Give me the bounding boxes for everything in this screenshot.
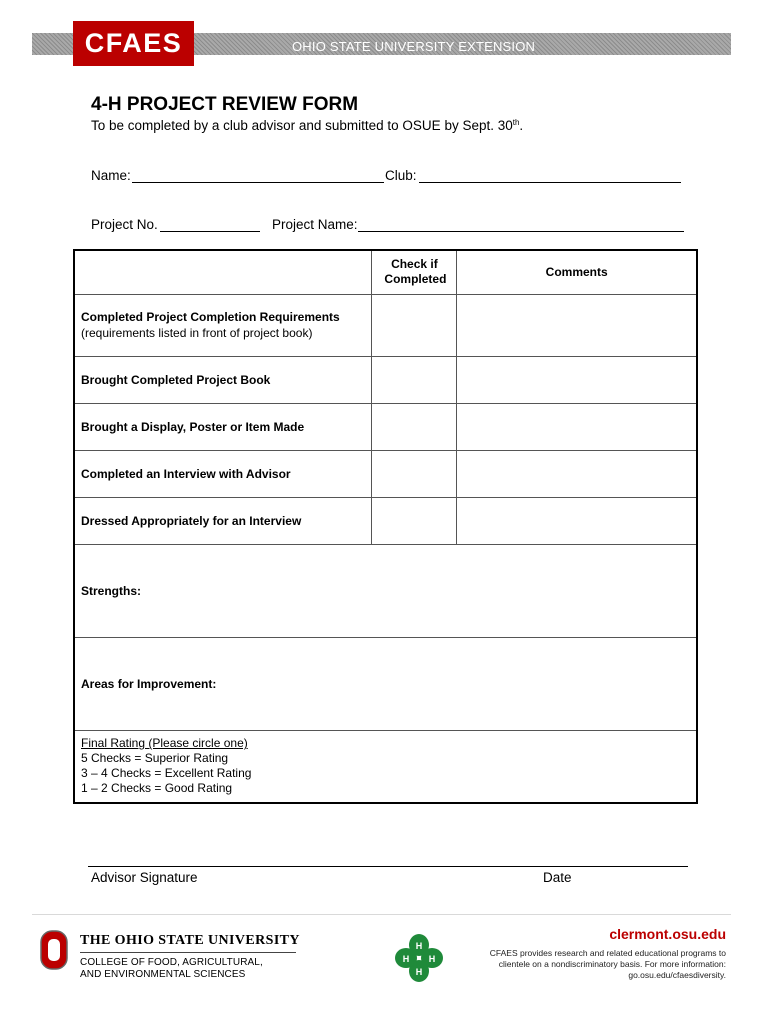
requirement-label: Brought a Display, Poster or Item Made [74, 403, 372, 450]
check-cell[interactable] [372, 497, 457, 544]
date-label: Date [543, 870, 572, 885]
strengths-field[interactable] [74, 544, 697, 637]
rating-option-excellent[interactable]: 3 – 4 Checks = Excellent Rating [81, 766, 252, 781]
clover-letter: H [415, 941, 423, 951]
check-cell[interactable] [372, 294, 457, 356]
4h-clover-icon [394, 933, 444, 983]
banner-text: OHIO STATE UNIVERSITY EXTENSION [292, 39, 536, 54]
requirement-cell [74, 294, 372, 356]
college-line-1: COLLEGE OF FOOD, AGRICULTURAL, [80, 957, 263, 968]
comment-cell[interactable] [457, 356, 697, 403]
rating-title: Final Rating (Please circle one) [81, 736, 248, 751]
college-name [80, 957, 263, 981]
subtitle-period: . [519, 118, 524, 133]
improvement-row [74, 637, 697, 730]
signature-line[interactable] [88, 866, 688, 867]
project-name-field[interactable] [358, 231, 684, 232]
table-row [74, 403, 697, 450]
subtitle-superscript: th [512, 118, 520, 127]
name-label: Name: [91, 168, 131, 183]
table-row [74, 450, 697, 497]
website-link[interactable]: clermont.osu.edu [609, 926, 726, 942]
clover-letter: H [402, 954, 410, 964]
project-name-label: Project Name: [272, 217, 358, 232]
check-cell[interactable] [372, 403, 457, 450]
check-header [372, 250, 457, 294]
osu-block-o-logo [40, 930, 68, 970]
requirement-note: (requirements listed in front of project book) [81, 326, 313, 340]
blank-header-cell [74, 250, 372, 294]
check-cell[interactable] [372, 450, 457, 497]
strengths-label: Strengths: [81, 583, 141, 598]
clover-letter: H [415, 967, 423, 977]
improvement-label: Areas for Improvement: [81, 676, 217, 691]
comments-header: Comments [457, 250, 697, 294]
check-header-text: Check if Completed [384, 257, 447, 287]
table-header-row [74, 250, 697, 294]
requirement-label: Completed an Interview with Advisor [74, 450, 372, 497]
project-no-label: Project No. [91, 217, 158, 232]
page-title: 4-H PROJECT REVIEW FORM [91, 94, 359, 115]
college-line-2: AND ENVIRONMENTAL SCIENCES [80, 969, 246, 980]
club-label: Club: [385, 168, 417, 183]
improvement-field[interactable] [74, 637, 697, 730]
club-field[interactable] [419, 182, 681, 183]
final-rating-cell [74, 730, 697, 803]
rating-option-good[interactable]: 1 – 2 Checks = Good Rating [81, 781, 233, 796]
review-table [73, 249, 698, 804]
advisor-signature-label: Advisor Signature [91, 870, 198, 885]
requirement-label: Completed Project Completion Requirements [81, 310, 340, 324]
university-name: THE OHIO STATE UNIVERSITY [80, 933, 300, 948]
logo-text: CFAES [84, 28, 183, 58]
requirement-label: Dressed Appropriately for an Interview [74, 497, 372, 544]
requirement-label: Brought Completed Project Book [74, 356, 372, 403]
diversity-disclaimer: CFAES provides research and related educational programs to clientele on a nondiscriminatory basis. For more information: go.osu.edu/cfaesdiversity. [489, 948, 726, 980]
comment-cell[interactable] [457, 450, 697, 497]
rating-option-superior[interactable]: 5 Checks = Superior Rating [81, 751, 229, 766]
project-no-field[interactable] [160, 231, 260, 232]
cfaes-logo [73, 21, 194, 66]
strengths-row [74, 544, 697, 637]
table-row [74, 356, 697, 403]
check-cell[interactable] [372, 356, 457, 403]
subtitle-text: To be completed by a club advisor and submitted to OSUE by Sept. 30 [91, 118, 513, 133]
comment-cell[interactable] [457, 403, 697, 450]
university-rule [80, 952, 296, 953]
comment-cell[interactable] [457, 294, 697, 356]
clover-letter: H [428, 954, 436, 964]
table-row [74, 497, 697, 544]
table-row [74, 294, 697, 356]
name-field[interactable] [132, 182, 384, 183]
page-subtitle [91, 118, 523, 133]
comment-cell[interactable] [457, 497, 697, 544]
footer-divider [32, 914, 731, 915]
rating-row [74, 730, 697, 803]
